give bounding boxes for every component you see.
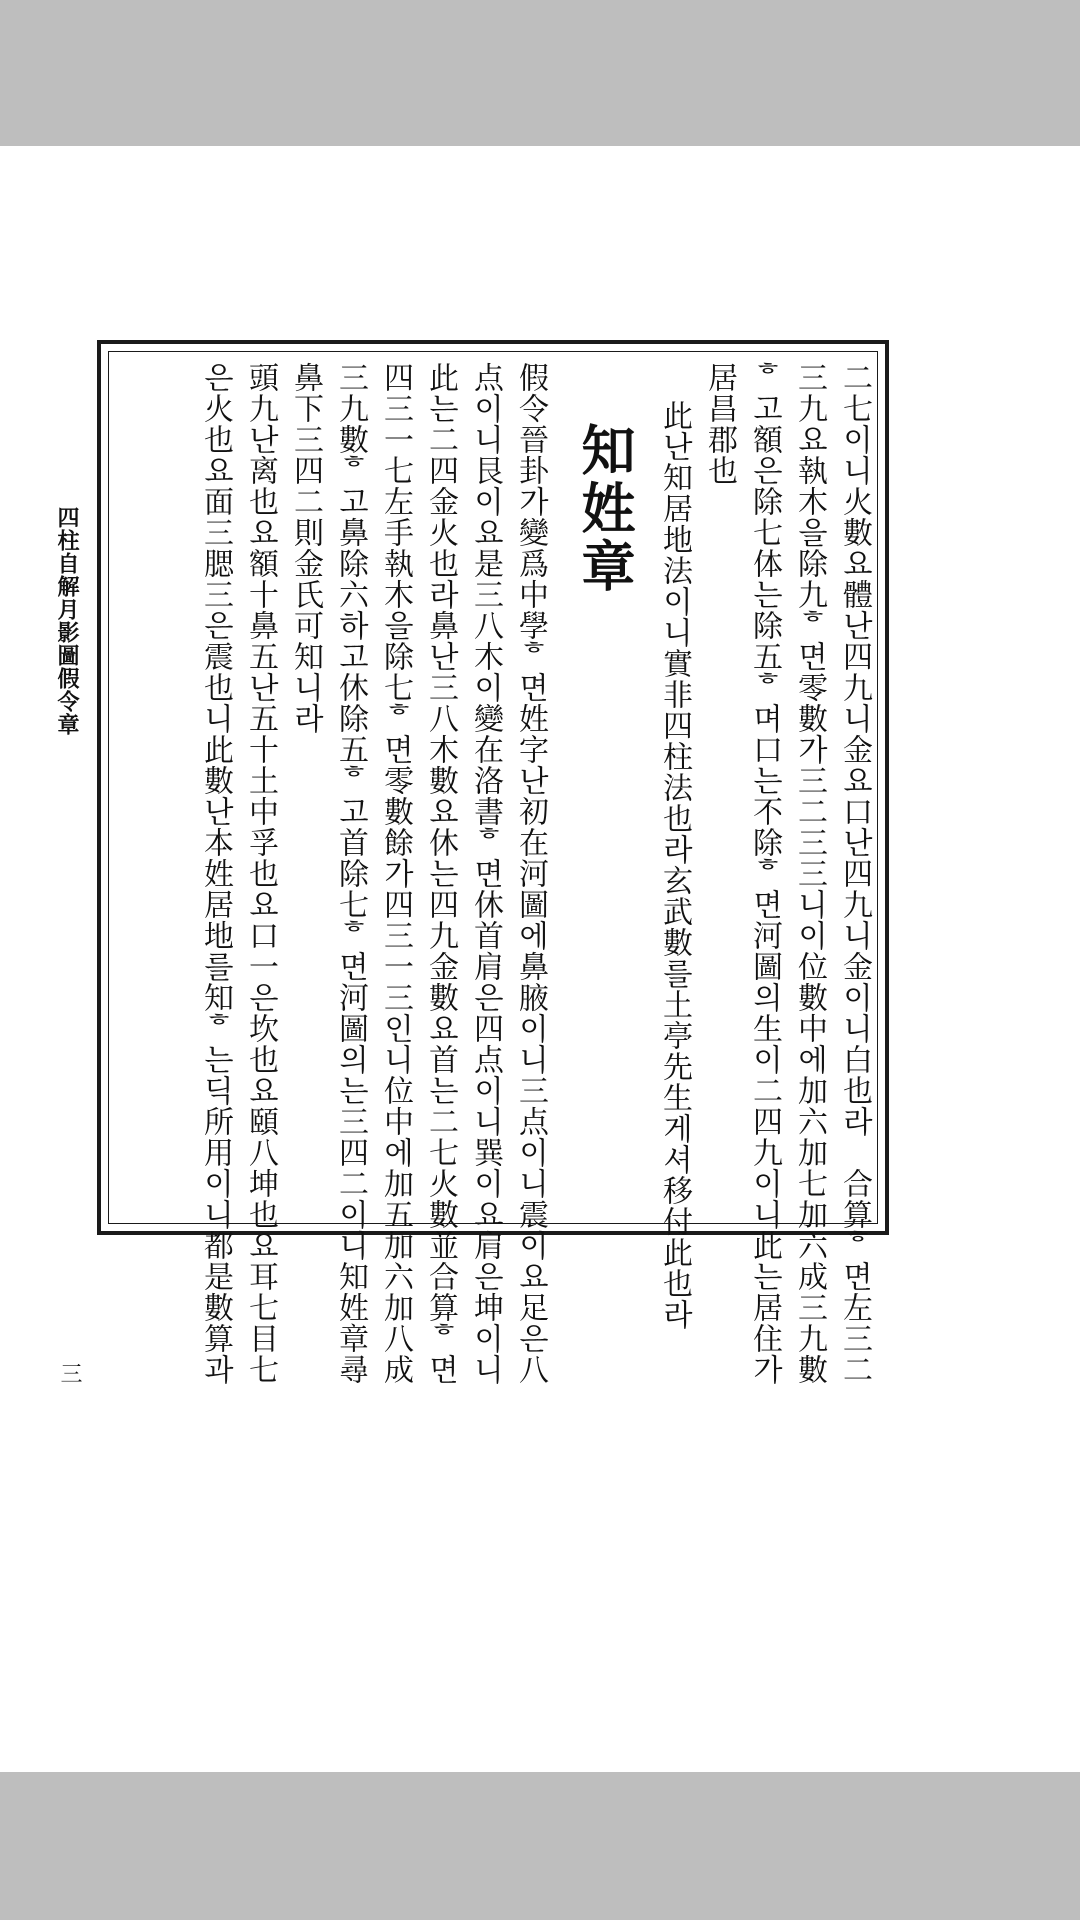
- text-column: 三九數ᄒ고鼻除六하고休除五ᄒ고首除七ᄒ면河圖의는三四二이니知姓章尋: [333, 362, 368, 1385]
- text-column: 三九요執木을除九ᄒ면零數가三二三三니이位數中에加六加七加六成三九數: [792, 362, 827, 1385]
- text-column: 假令晉卦가變爲中學ᄒ면姓字난初在河圖에鼻腋이니三点이니震이요足은八: [513, 362, 548, 1385]
- page-number: 三: [57, 1362, 82, 1384]
- text-column: ᄒ고額은除七体는除五ᄒ며口는不除ᄒ면河圖의生이二四九이니此는居住가: [747, 362, 782, 1385]
- text-column: 此는二四金火也라鼻난三八木數요休는四九金數요首는二七火數並合算ᄒ면: [423, 362, 458, 1385]
- text-column: 点이니艮이요是三八木이變在洛書ᄒ면休首肩은四点이니巽이요肩은坤이니: [468, 362, 503, 1385]
- running-title: 四柱自解月影圖假令章: [54, 506, 80, 736]
- text-frame: [97, 340, 889, 1385]
- text-column: 頭九난离也요額十鼻五난五十土中孚也요口一은坎也요頤八坤也요耳七目七: [243, 362, 278, 1385]
- book-page: [0, 146, 1080, 1772]
- text-column: 居昌郡也: [702, 362, 737, 486]
- chapter-heading: 知姓章: [573, 422, 637, 596]
- text-column: 四三一七左手執木을除七ᄒ면零數餘가四三一三인니位中에加五加六加八成: [378, 362, 413, 1385]
- text-column: 此난知居地法이니實非四柱法也라玄武數를土亭先生게셔移付此也라: [657, 400, 692, 1330]
- text-column: 二七이니火數요體난四九니金요口난四九니金이니白也라 合算ᄒ면左三二: [837, 362, 872, 1385]
- text-column: 鼻下三四二則金氏可知니라: [288, 362, 323, 734]
- text-column: 은火也요面三腮三은震也니此數난本姓居地를知ᄒ는딕所用이니都是數算과: [198, 362, 233, 1385]
